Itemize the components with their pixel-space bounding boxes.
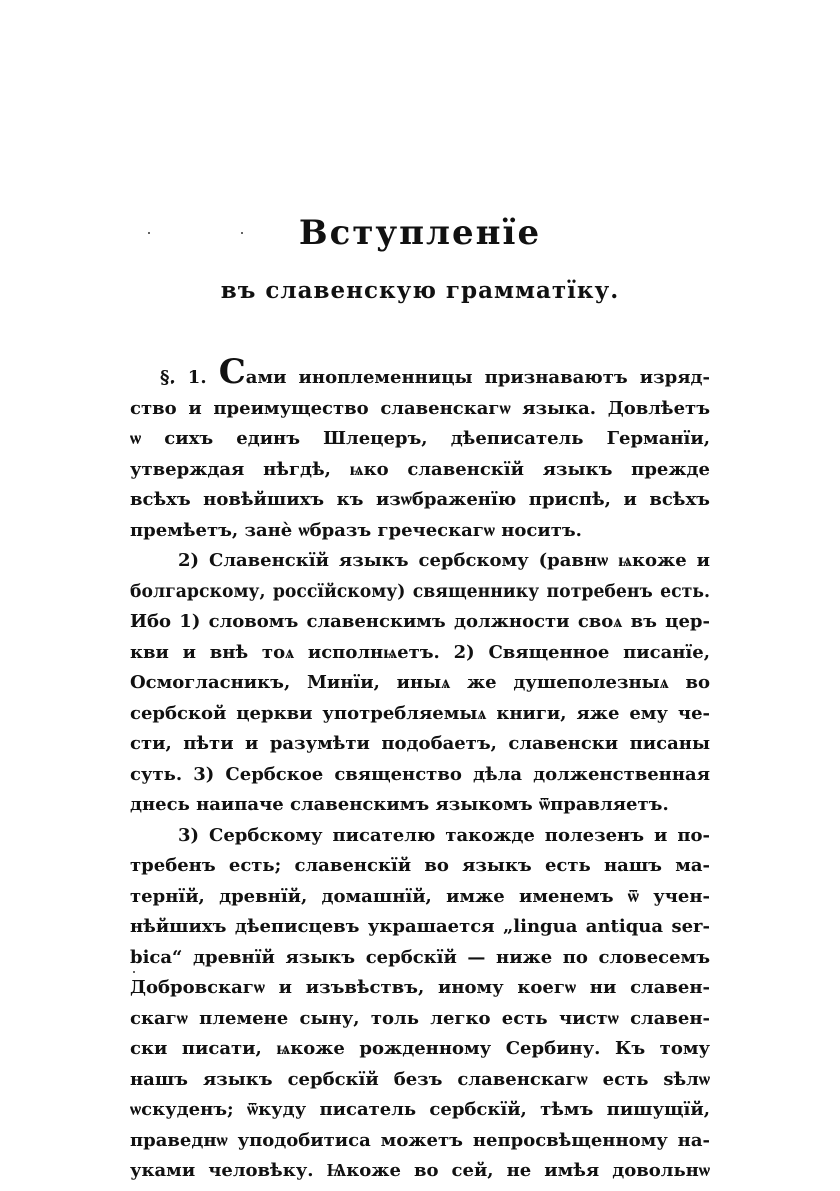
text-line: Добровскагѡ и изъвѣствъ, иному коегѡ ни славен- bbox=[130, 977, 710, 998]
text-line-rest: ами иноплеменницы признаваютъ изряд- bbox=[245, 367, 710, 388]
text-line: всѣхъ новѣйшихъ къ изѡбраженїю приспѣ, и всѣхъ bbox=[130, 489, 710, 510]
text-line: 3) Сербскому писателю такожде полезенъ и по- bbox=[178, 824, 710, 846]
text-line: нашъ языкъ сербскїй безъ славенскагѡ есть ѕѣлѡ bbox=[130, 1068, 710, 1090]
text-line bbox=[130, 352, 710, 394]
text-line: ѡ сихъ единъ Шлецеръ, дѣеписатель Германїи, bbox=[130, 428, 710, 449]
text-line: днесь наипаче славенскимъ языкомъ ѿправляетъ. bbox=[130, 794, 669, 815]
text-line: ѡскуденъ; ѿкуду писатель сербскїй, тѣмъ пишущїй, bbox=[130, 1099, 710, 1120]
text-line: Ибо 1) словомъ славенскимъ должности своѧ въ цер- bbox=[130, 611, 710, 632]
text-line: сербской церкви употребляемыѧ книги, яже ему че- bbox=[130, 702, 710, 724]
text-line: требенъ есть; славенскїй во языкъ есть нашъ ма- bbox=[130, 855, 710, 876]
section-number: §. 1. bbox=[160, 367, 219, 388]
text-line: bica“ древнїй языкъ сербскїй — ниже по словесемъ bbox=[130, 946, 710, 968]
text-line: болгарскому, россїйскому) священнику потребенъ есть. bbox=[130, 581, 710, 602]
text-line: праведнѡ уподобитиса можетъ непросвѣщенному на- bbox=[130, 1129, 710, 1151]
page-subtitle: въ славенскую грамматїку. bbox=[220, 277, 620, 304]
text-line: уками человѣку. Ѩкоже во сей, не имѣя довольнѡ bbox=[130, 1160, 710, 1181]
text-line: сти, пѣти и разумѣти подобаетъ, славенски писаны bbox=[130, 733, 710, 754]
text-line: тернїй, древнїй, домашнїй, имже именемъ ѿ учен- bbox=[130, 885, 710, 907]
text-line: кви и внѣ тоѧ исполнѩетъ. 2) Священное писанїе, bbox=[130, 641, 710, 663]
drop-cap: С bbox=[218, 352, 246, 392]
body-text bbox=[130, 352, 710, 1187]
text-line: суть. 3) Сербское священство дѣла долженственная bbox=[130, 763, 710, 785]
text-line: скагѡ племене сыну, толь легко есть чистѡ славен- bbox=[130, 1007, 710, 1029]
text-line: утверждая нѣгдѣ, ѩко славенскїй языкъ прежде bbox=[130, 458, 710, 480]
text-line: Осмогласникъ, Минїи, иныѧ же душеполезныѧ во bbox=[130, 672, 710, 693]
text-line: ство и преимущество славенскагѡ языка. Довлѣетъ bbox=[130, 397, 710, 419]
text-line: 2) Славенскїй языкъ сербскому (равнѡ ѩкоже и bbox=[178, 550, 710, 571]
text-line: премѣетъ, занѐ ѡбразъ греческагѡ носитъ. bbox=[130, 519, 582, 541]
text-line: нѣйшихъ дѣеписцевъ украшается „lingua antiqua ser- bbox=[130, 916, 710, 937]
text-line: ски писати, ѩкоже рожденному Сербину. Къ тому bbox=[130, 1038, 710, 1059]
page-title: Вступленїе bbox=[298, 213, 542, 253]
